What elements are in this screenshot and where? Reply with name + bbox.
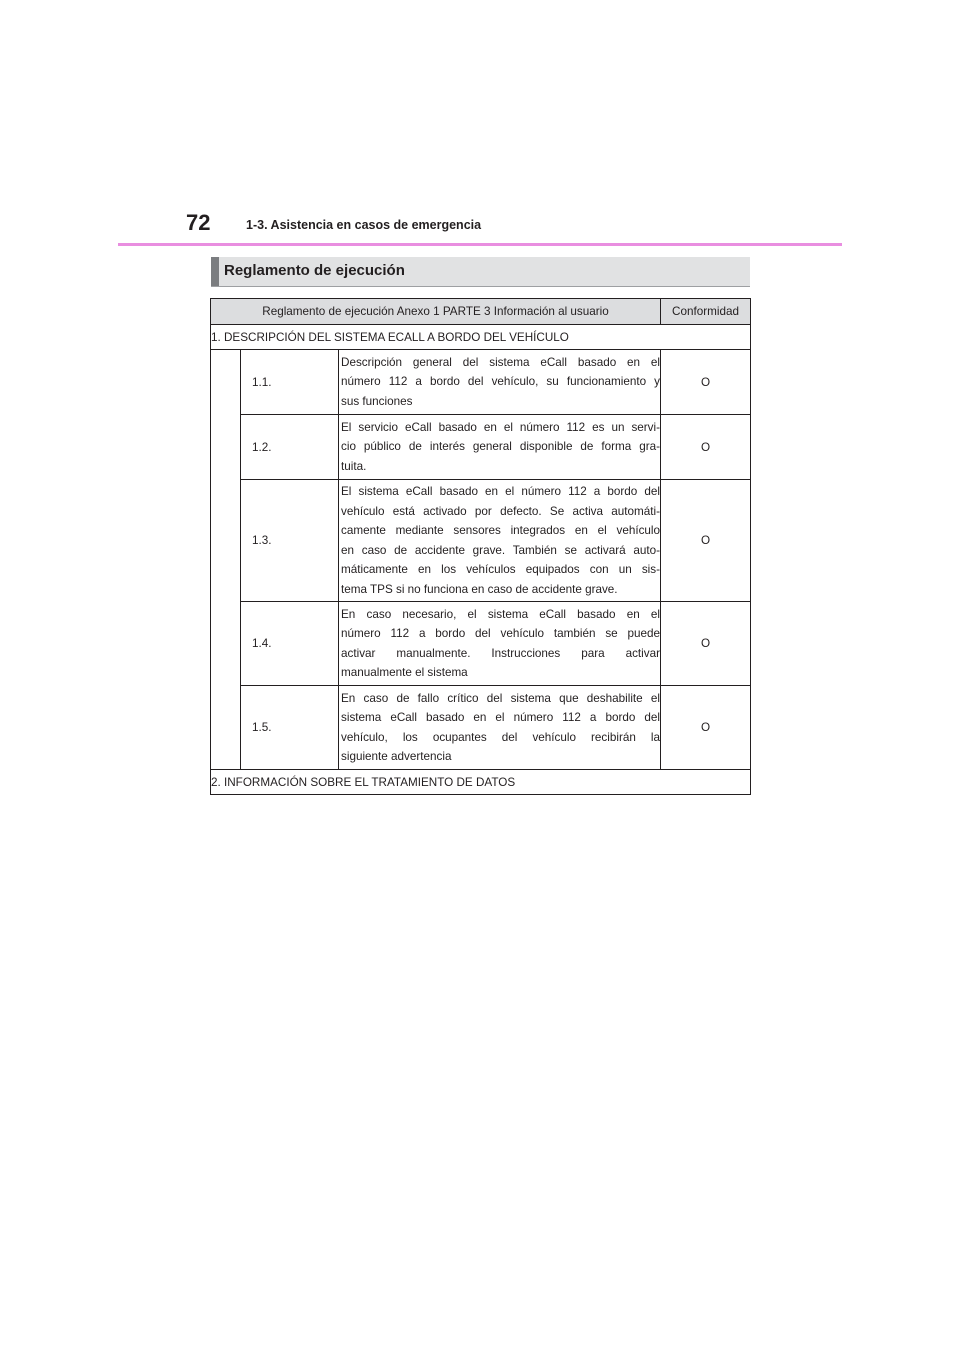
description-line: En caso necesario, el sistema eCall basado en el [341, 607, 661, 621]
item-conformity: O [661, 480, 751, 602]
title-bar [211, 257, 750, 287]
item-description [339, 602, 661, 686]
section-header: 1-3. Asistencia en casos de emergencia [246, 218, 482, 232]
description-line: en caso de accidente grave. También se activará auto- [341, 543, 661, 557]
description-line: número 112 a bordo del vehículo también se puede [341, 627, 661, 640]
item-description [339, 415, 661, 480]
description-line: En caso de fallo crítico del sistema que deshabilite el [341, 691, 661, 705]
item-number: 1.3. [241, 480, 339, 602]
table-row [211, 415, 751, 480]
item-conformity: O [661, 686, 751, 770]
description-line: siguiente advertencia [341, 750, 452, 763]
table-row [211, 480, 751, 602]
title-accent [211, 257, 219, 286]
description-line: activar manualmente. Instrucciones para activar [341, 646, 661, 660]
description-line: cio público de interés general disponible de forma gra- [341, 440, 661, 454]
description-line: camente mediante sensores integrados en el vehículo [341, 524, 661, 537]
item-conformity: O [661, 350, 751, 415]
description-line: tuita. [341, 459, 367, 473]
description-line: El sistema eCall basado en el número 112 a bordo del [341, 485, 661, 498]
regulation-table [210, 298, 751, 795]
item-description [339, 480, 661, 602]
description-line: sistema eCall basado en el número 112 a bordo del [341, 711, 661, 724]
page-title: Reglamento de ejecución [224, 262, 405, 279]
description-line: tema TPS si no funciona en caso de accidente grave. [341, 582, 618, 596]
item-number: 1.2. [241, 415, 339, 480]
section-row [211, 770, 751, 795]
item-description [339, 350, 661, 415]
section-row [211, 325, 751, 350]
section-title: 1. DESCRIPCIÓN DEL SISTEMA ECALL A BORDO DEL VEHÍCULO [211, 325, 751, 350]
header-conformity: Conformidad [661, 299, 751, 325]
table-header-row [211, 299, 751, 325]
header-rule [118, 243, 842, 246]
table-row [211, 350, 751, 415]
description-line: sus funciones [341, 394, 413, 408]
description-line: número 112 a bordo del vehículo, su funcionamiento y [341, 375, 661, 389]
description-line: El servicio eCall basado en el número 112 es un servi- [341, 420, 661, 434]
item-conformity: O [661, 415, 751, 480]
section-title: 2. INFORMACIÓN SOBRE EL TRATAMIENTO DE DATOS [211, 770, 751, 795]
header-main: Reglamento de ejecución Anexo 1 PARTE 3 Información al usuario [211, 299, 661, 325]
description-line: vehículo está activado por defecto. Se activa automáti- [341, 504, 661, 518]
indent-cell [211, 350, 241, 770]
item-number: 1.4. [241, 602, 339, 686]
description-line: manualmente el sistema [341, 666, 468, 679]
table-row [211, 686, 751, 770]
page-number: 72 [186, 210, 211, 235]
description-line: Descripción general del sistema eCall basado en el [341, 355, 661, 369]
item-conformity: O [661, 602, 751, 686]
description-line: vehículo, los ocupantes del vehículo recibirán la [341, 730, 661, 744]
description-line: máticamente en los vehículos equipados con un sis- [341, 563, 661, 576]
item-number: 1.5. [241, 686, 339, 770]
item-description [339, 686, 661, 770]
table-row [211, 602, 751, 686]
item-number: 1.1. [241, 350, 339, 415]
